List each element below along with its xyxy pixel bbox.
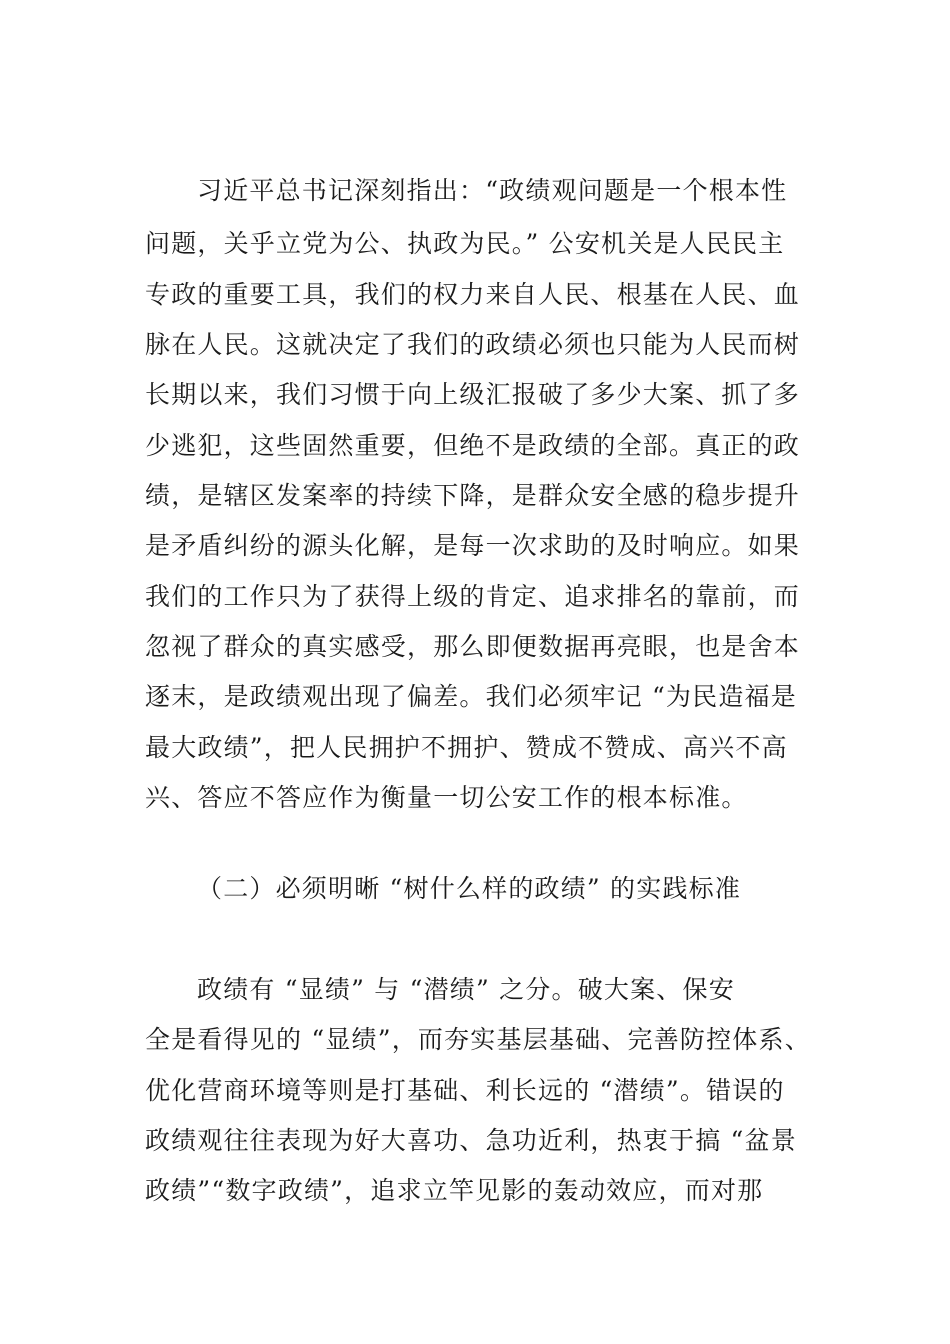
paragraph-1-line-5: 长期以来，我们习惯于向上级汇报破了多少大案、抓了多 [145,380,801,409]
paragraph-1-line-3: 专政的重要工具，我们的权力来自人民、根基在人民、血 [145,280,801,309]
section-heading: （二）必须明晰 “树什么样的政绩” 的实践标准 [197,874,742,903]
paragraph-1-line-12: 最大政绩”，把人民拥护不拥护、赞成不赞成、高兴不高 [145,733,788,762]
paragraph-1-line-4: 脉在人民。这就决定了我们的政绩必须也只能为人民而树 [145,330,801,359]
paragraph-2-line-3: 优化营商环境等则是打基础、利长远的 “潜绩”。错误的 [145,1076,785,1105]
paragraph-1-line-13: 兴、答应不答应作为衡量一切公安工作的根本标准。 [145,783,748,812]
paragraph-1-line-11: 逐末，是政绩观出现了偏差。我们必须牢记 “为民造福是 [145,682,797,711]
paragraph-1-line-10: 忽视了群众的真实感受，那么即便数据再亮眼，也是舍本 [145,632,801,661]
paragraph-2-line-5: 政绩”“数字政绩”，追求立竿见影的轰动效应，而对那 [145,1176,764,1205]
paragraph-2-line-2: 全是看得见的 “显绩”，而夯实基层基础、完善防控体系、 [145,1025,811,1054]
paragraph-1-line-1: 习近平总书记深刻指出：“政绩观问题是一个根本性 [197,176,788,205]
paragraph-1-line-6: 少逃犯，这些固然重要，但绝不是政绩的全部。真正的政 [145,431,801,460]
paragraph-2-line-1: 政绩有 “显绩” 与 “潜绩” 之分。破大案、保安 [197,975,735,1004]
paragraph-1-line-2: 问题，关乎立党为公、执政为民。” 公安机关是人民民主 [145,229,785,258]
paragraph-2-line-4: 政绩观往往表现为好大喜功、急功近利，热衷于搞 “盆景 [145,1126,797,1155]
paragraph-1-line-9: 我们的工作只为了获得上级的肯定、追求排名的靠前，而 [145,582,801,611]
paragraph-1-line-8: 是矛盾纠纷的源头化解，是每一次求助的及时响应。如果 [145,531,801,560]
paragraph-1-line-7: 绩，是辖区发案率的持续下降，是群众安全感的稳步提升 [145,481,801,510]
